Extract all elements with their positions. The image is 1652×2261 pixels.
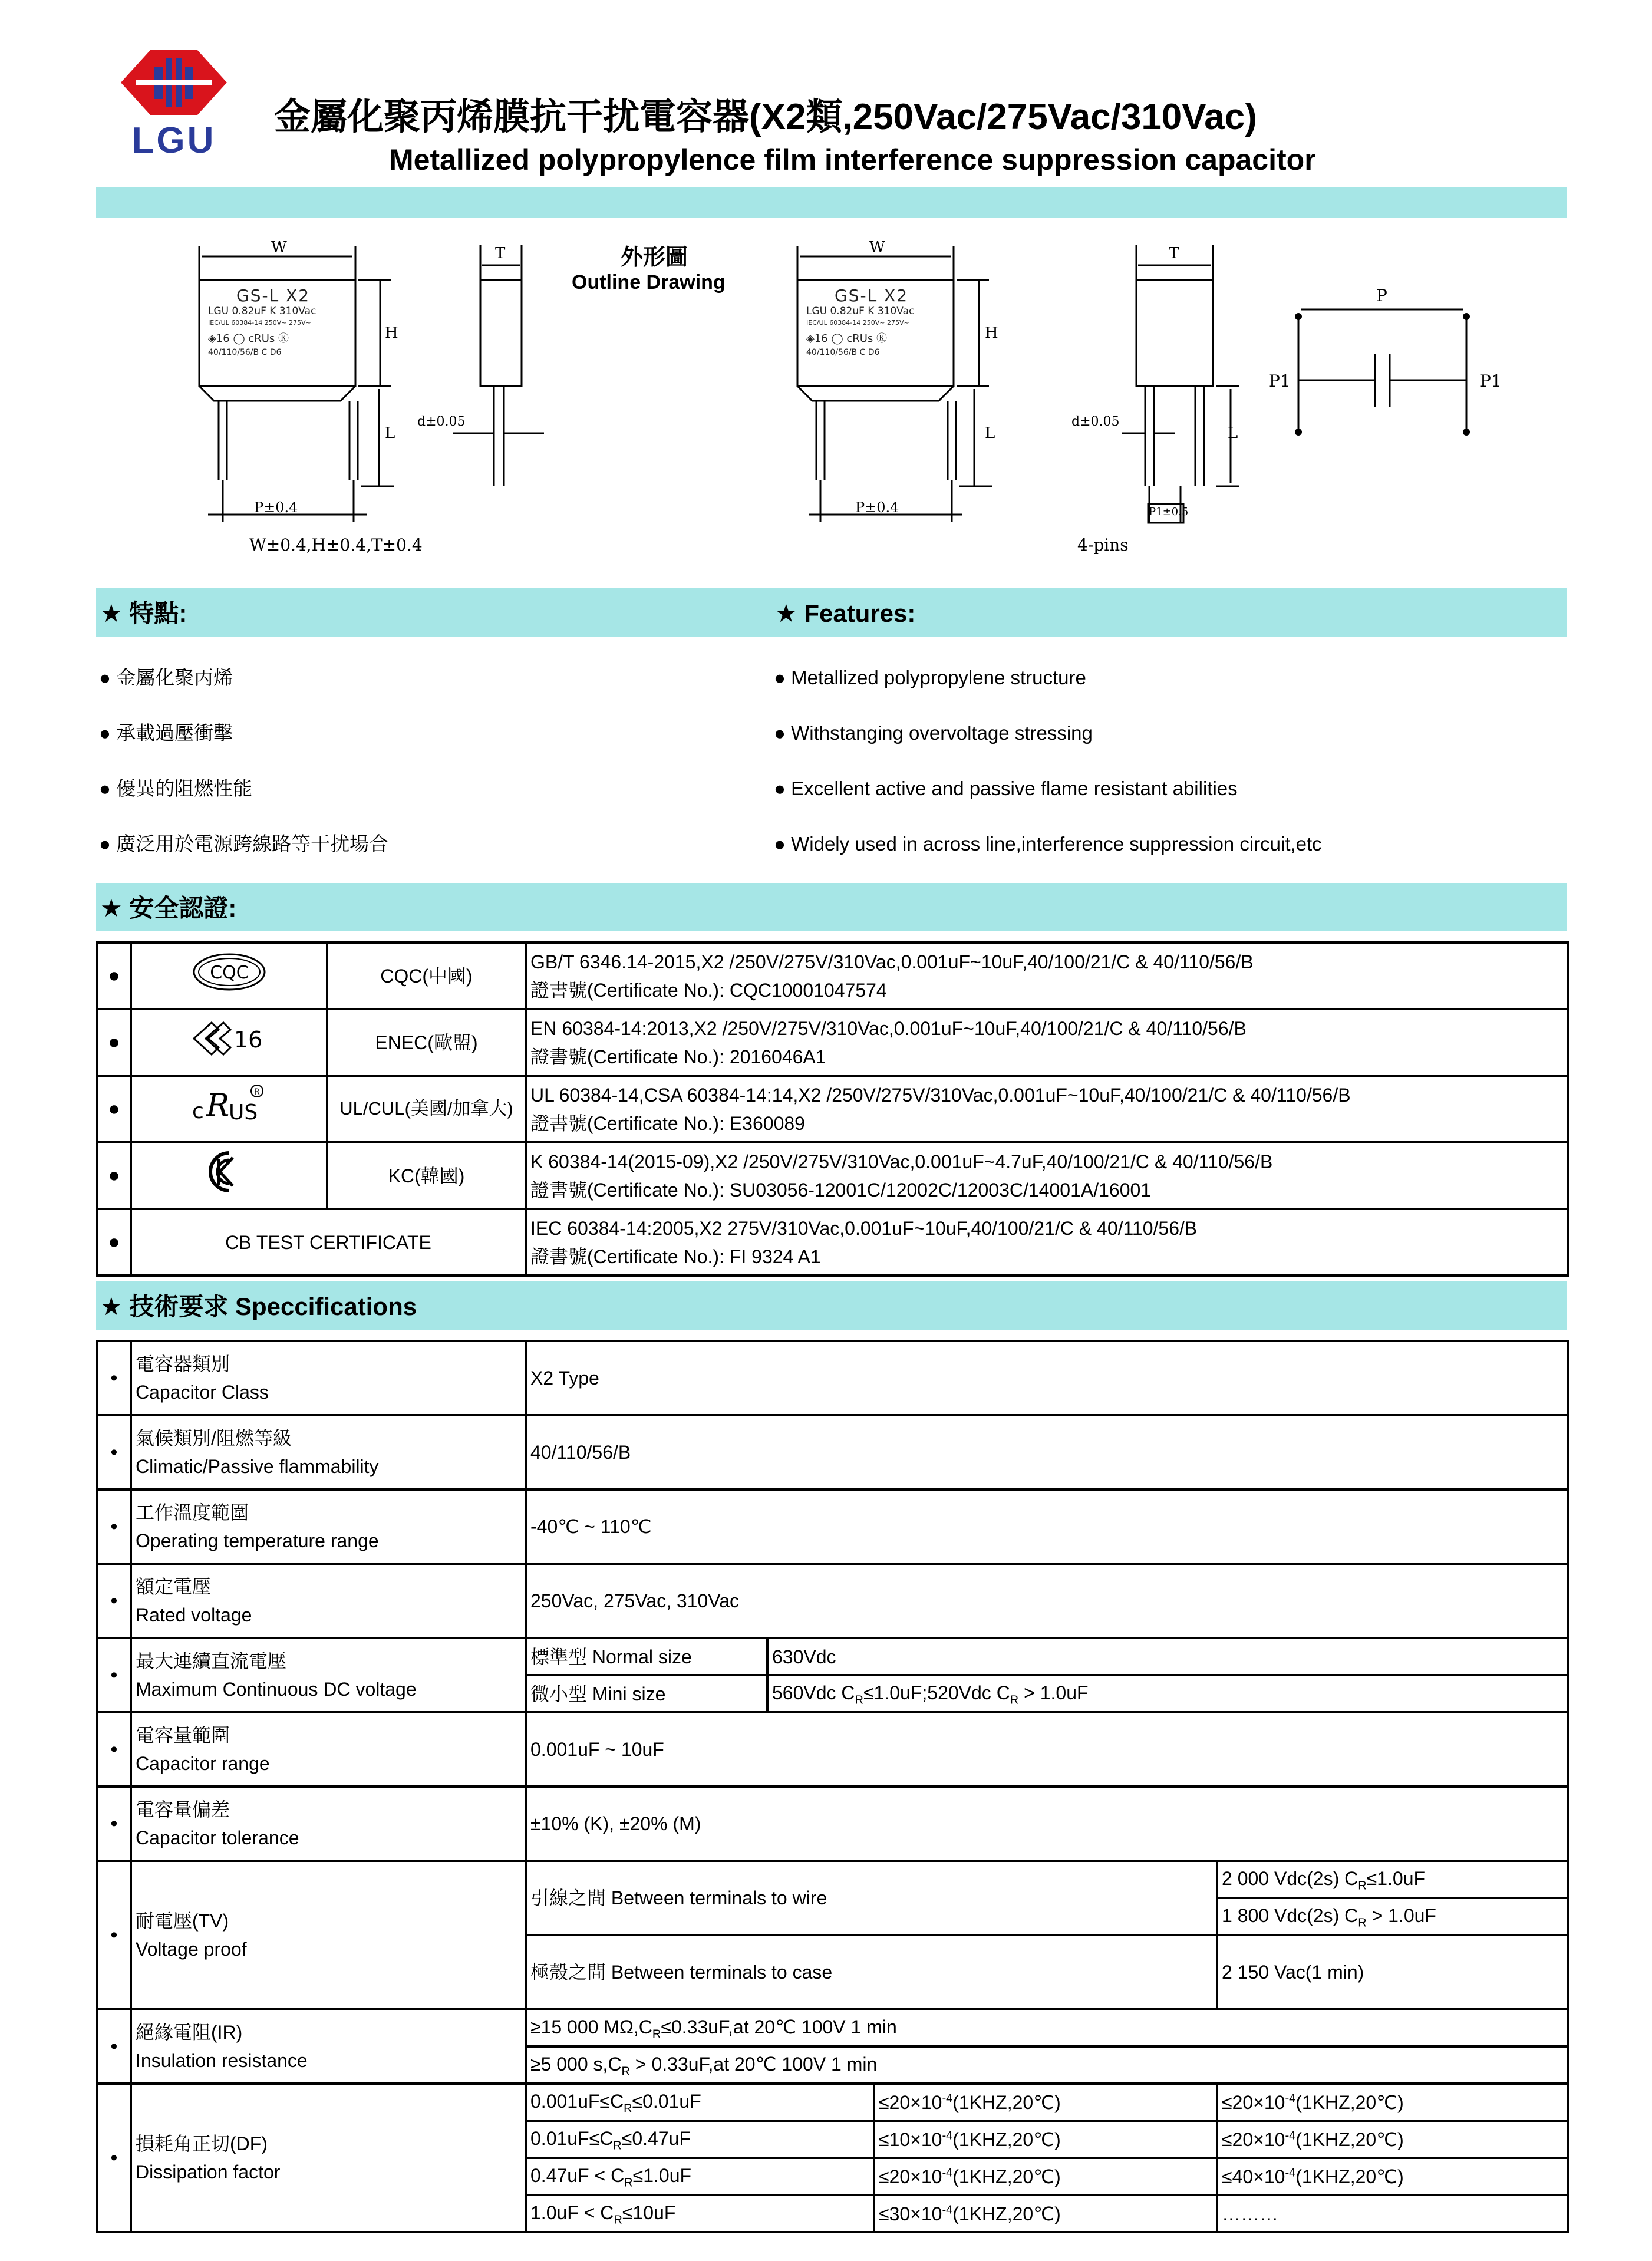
cert-name: KC(韓國) xyxy=(327,1142,526,1209)
cert-detail xyxy=(526,1076,1568,1142)
df-range: $0.47uF < C_R\le 1.0uF$ xyxy=(526,2158,874,2195)
cert-detail xyxy=(526,1209,1568,1275)
cap-marking-line1: GS-L X2 xyxy=(835,286,909,305)
dim-h-left: H xyxy=(385,324,398,342)
bullet: • xyxy=(97,1861,131,2009)
spec-label-cn: 氣候類別/阻燃等級 xyxy=(136,1428,292,1449)
dim-p-right: P±0.4 xyxy=(855,499,899,516)
feature-en-text: Widely used in across line,interference suppression circuit,etc xyxy=(791,833,1322,855)
safety-title: ★ 安全認證: xyxy=(100,894,237,922)
dim-t-right: T xyxy=(1169,245,1179,262)
feature-en-text: Metallized polypropylene structure xyxy=(791,667,1086,688)
spec-value: 40/110/56/B xyxy=(526,1415,1568,1489)
cert-name: ENEC(歐盟) xyxy=(327,1009,526,1076)
df-value-1: $\le 20\times 10^{-4}(1KHZ,20℃)$ xyxy=(874,2158,1217,2195)
spec-label xyxy=(131,1564,526,1638)
spec-row-temperature xyxy=(97,1489,1568,1564)
cap-marking-line2: LGU 0.82uF K 310Vac xyxy=(208,305,316,317)
cap-marking-line4: 40/110/56/B C D6 xyxy=(806,348,880,357)
spec-label-en: Operating temperature range xyxy=(136,1530,379,1551)
df-range: $0.001uF\le C_R\le 0.01uF$ xyxy=(526,2084,874,2121)
bullet: • xyxy=(97,1341,131,1415)
spec-row-dc-voltage xyxy=(97,1638,1568,1675)
feature-en-1: ● Metallized polypropylene structure xyxy=(774,667,1086,688)
spec-label xyxy=(131,1787,526,1861)
safety-row-cqc xyxy=(97,942,1568,1009)
spec-label-cn: 最大連續直流電壓 xyxy=(136,1650,287,1672)
outline-title-en: Outline Drawing xyxy=(572,271,726,294)
cert-name: CB TEST CERTIFICATE xyxy=(131,1209,526,1275)
dim-p1-tol: P1±0.5 xyxy=(1149,506,1189,518)
logo-text: LGU xyxy=(131,120,216,161)
cert-number: 證書號(Certificate No.): FI 9324 A1 xyxy=(530,1245,821,1267)
outline-drawing xyxy=(96,227,1567,581)
spec-value: 560Vdc $C_R\le 1.0uF;520Vdc$ $C_R > 1.0uF$ xyxy=(767,1675,1568,1712)
spec-value: -40℃ ~ 110℃ xyxy=(526,1489,1568,1564)
outline-title-cn: 外形圖 xyxy=(621,245,688,270)
dim-l-side: L xyxy=(1228,424,1238,442)
cap-marking-right xyxy=(806,286,948,357)
spec-label-cn: 絕緣電阻(IR) xyxy=(136,2022,243,2043)
spec-value: 2 000 Vdc(2s) $C_R\le 1.0uF$ xyxy=(1217,1861,1568,1898)
feature-en-text: Withstanging overvoltage stressing xyxy=(791,722,1093,744)
dim-t-left: T xyxy=(495,245,506,262)
feature-cn-1: ● 金屬化聚丙烯 xyxy=(99,667,233,688)
bullet: • xyxy=(97,1564,131,1638)
logo xyxy=(118,50,230,174)
spec-value: ≥5 000 $s,C_R > 0.33uF,at$ 20℃ 100V 1 min xyxy=(526,2046,1568,2084)
feature-cn-2: ● 承載過壓衝擊 xyxy=(99,722,233,744)
cert-standard: EN 60384-14:2013,X2 /250V/275V/310Vac,0.001uF~10uF,40/100/21/C & 40/110/56/B xyxy=(530,1017,1247,1039)
spec-row-insulation xyxy=(97,2009,1568,2046)
svg-text:R: R xyxy=(206,1088,229,1123)
df-value-2: ……… xyxy=(1217,2195,1568,2232)
cert-number: 證書號(Certificate No.): E360089 xyxy=(530,1112,805,1134)
spec-value: X2 Type xyxy=(526,1341,1568,1415)
spec-label-en: Capacitor range xyxy=(136,1753,270,1774)
df-range: $1.0uF < C_R\le 10uF$ xyxy=(526,2195,874,2232)
cap-cert-marks: ◈16 ◯ ᴄRUs Ⓚ xyxy=(806,332,888,345)
spec-row-dissipation xyxy=(97,2084,1568,2121)
spec-label xyxy=(131,1341,526,1415)
cap-cert-marks: ◈16 ◯ ᴄRUs Ⓚ xyxy=(208,332,289,345)
specs-table xyxy=(96,1340,1569,2233)
bullet: • xyxy=(97,2009,131,2084)
spec-row-rated-voltage xyxy=(97,1564,1568,1638)
spec-label xyxy=(131,1712,526,1787)
svg-text:R: R xyxy=(253,1087,260,1097)
spec-label-cn: 電容量範圍 xyxy=(136,1725,230,1746)
svg-text:US: US xyxy=(228,1100,258,1125)
df-value-2: $\le 20\times 10^{-4}(1KHZ,20℃)$ xyxy=(1217,2121,1568,2158)
bullet: • xyxy=(97,1712,131,1787)
feature-cn-text: 金屬化聚丙烯 xyxy=(116,667,233,688)
spec-sublabel: 微小型 Mini size xyxy=(526,1675,767,1712)
cert-name: CQC(中國) xyxy=(327,942,526,1009)
dim-l-right: L xyxy=(985,424,995,442)
df-value-2: $\le 20\times 10^{-4}(1KHZ,20℃)$ xyxy=(1217,2084,1568,2121)
spec-row-cap-range xyxy=(97,1712,1568,1787)
safety-row-enec xyxy=(97,1009,1568,1076)
spec-label xyxy=(131,1489,526,1564)
spec-row-climatic xyxy=(97,1415,1568,1489)
bullet: ● xyxy=(97,1009,131,1076)
cap-marking-line2: LGU 0.82uF K 310Vac xyxy=(806,305,915,317)
spec-label-en: Capacitor Class xyxy=(136,1382,269,1403)
spec-sublabel: 引線之間 Between terminals to wire xyxy=(526,1861,1217,1935)
spec-value: 250Vac, 275Vac, 310Vac xyxy=(526,1564,1568,1638)
cert-standard: UL 60384-14,CSA 60384-14:14,X2 /250V/275V/310Vac,0.001uF~10uF,40/100/21/C & 40/110/56/B xyxy=(530,1084,1351,1106)
spec-label-cn: 電容器類別 xyxy=(136,1353,230,1375)
spec-label xyxy=(131,1415,526,1489)
dim-p1-left: P1 xyxy=(1269,371,1291,391)
df-value-1: $\le 20\times 10^{-4}(1KHZ,20℃)$ xyxy=(874,2084,1217,2121)
bullet: • xyxy=(97,1489,131,1564)
specs-title: ★ 技術要求 Speccifications xyxy=(100,1293,417,1320)
spec-sublabel: 極殼之間 Between terminals to case xyxy=(526,1935,1217,2009)
safety-row-cb xyxy=(97,1209,1568,1275)
spec-value: ≥15 000 $M\Omega,C_R\le 0.33uF,at$ 20℃ 100V 1 min xyxy=(526,2009,1568,2046)
bullet: ● xyxy=(97,1142,131,1209)
page-title: 金屬化聚丙烯膜抗干扰電容器(X2類,250Vac/275Vac/310Vac) xyxy=(274,97,1257,137)
cert-detail xyxy=(526,942,1568,1009)
spec-label xyxy=(131,1638,526,1712)
dim-w-left: W xyxy=(271,239,287,256)
spec-row-tolerance xyxy=(97,1787,1568,1861)
safety-table xyxy=(96,941,1569,1277)
feature-cn-text: 優異的阻燃性能 xyxy=(116,777,253,799)
bullet: • xyxy=(97,2084,131,2232)
df-value-2: $\le 40\times 10^{-4}(1KHZ,20℃)$ xyxy=(1217,2158,1568,2195)
df-value-1: $\le 30\times 10^{-4}(1KHZ,20℃)$ xyxy=(874,2195,1217,2232)
safety-row-kc xyxy=(97,1142,1568,1209)
feature-en-4: ● Widely used in across line,interference suppression circuit,etc xyxy=(774,833,1322,855)
spec-label-cn: 電容量偏差 xyxy=(136,1799,230,1820)
spec-label xyxy=(131,2009,526,2084)
spec-row-class xyxy=(97,1341,1568,1415)
spec-value: 2 150 Vac(1 min) xyxy=(1217,1935,1568,2009)
bullet: • xyxy=(97,1787,131,1861)
header-band xyxy=(96,187,1567,218)
safety-band xyxy=(96,883,1567,931)
bullet: ● xyxy=(97,942,131,1009)
cert-number: 證書號(Certificate No.): SU03056-12001C/12002C/12003C/14001A/16001 xyxy=(530,1179,1152,1201)
feature-en-text: Excellent active and passive flame resistant abilities xyxy=(791,777,1238,799)
dim-d-right: d±0.05 xyxy=(1071,414,1120,429)
cqc-logo-icon xyxy=(131,942,327,1009)
svg-text:c: c xyxy=(192,1099,204,1123)
cert-standard: GB/T 6346.14-2015,X2 /250V/275V/310Vac,0.001uF~10uF,40/100/21/C & 40/110/56/B xyxy=(530,951,1254,973)
feature-cn-4: ● 廣泛用於電源跨線路等干扰場合 xyxy=(99,833,389,855)
spec-label xyxy=(131,1861,526,2009)
spec-sublabel: 標準型 Normal size xyxy=(526,1638,767,1675)
safety-row-ul xyxy=(97,1076,1568,1142)
feature-cn-text: 廣泛用於電源跨線路等干扰場合 xyxy=(116,833,389,855)
spec-label-en: Voltage proof xyxy=(136,1939,247,1960)
feature-en-2: ● Withstanging overvoltage stressing xyxy=(774,722,1093,744)
cert-detail xyxy=(526,1142,1568,1209)
cap-marking-line4: 40/110/56/B C D6 xyxy=(208,348,282,357)
spec-label-cn: 耐電壓(TV) xyxy=(136,1910,229,1932)
spec-label-en: Capacitor tolerance xyxy=(136,1827,299,1848)
cap-marking-line1: GS-L X2 xyxy=(236,286,311,305)
bullet: ● xyxy=(97,1076,131,1142)
cert-detail xyxy=(526,1009,1568,1076)
dim-h-right: H xyxy=(985,324,998,342)
spec-label-en: Climatic/Passive flammability xyxy=(136,1456,379,1477)
dim-l-left: L xyxy=(385,424,395,442)
kc-logo-icon xyxy=(131,1142,327,1209)
df-range: $0.01uF\le C_R\le 0.47uF$ xyxy=(526,2121,874,2158)
df-value-1: $\le 10\times 10^{-4}(1KHZ,20℃)$ xyxy=(874,2121,1217,2158)
cap-marking-left xyxy=(208,286,349,357)
spec-row-voltage-proof xyxy=(97,1861,1568,1898)
bullet: ● xyxy=(97,1209,131,1275)
feature-en-3: ● Excellent active and passive flame resistant abilities xyxy=(774,777,1238,799)
dim-p-left: P±0.4 xyxy=(254,499,298,516)
spec-label-cn: 工作溫度範圍 xyxy=(136,1502,249,1523)
spec-value: 1 800 Vdc(2s) $C_R > 1.0uF$ xyxy=(1217,1898,1568,1935)
dim-p1-right: P1 xyxy=(1480,371,1502,391)
svg-text:16: 16 xyxy=(233,1027,262,1053)
spec-value: ±10% (K), ±20% (M) xyxy=(526,1787,1568,1861)
cert-name: UL/CUL(美國/加拿大) xyxy=(327,1076,526,1142)
four-pins-label: 4-pins xyxy=(1077,535,1129,555)
svg-text:CQC: CQC xyxy=(209,963,249,983)
cert-number: 證書號(Certificate No.): CQC10001047574 xyxy=(530,979,887,1001)
spec-label-en: Insulation resistance xyxy=(136,2050,308,2071)
outline-drawing-svg xyxy=(96,227,1567,581)
cert-standard: IEC 60384-14:2005,X2 275V/310Vac,0.001uF~10uF,40/100/21/C & 40/110/56/B xyxy=(530,1217,1198,1239)
bullet: • xyxy=(97,1415,131,1489)
spec-label xyxy=(131,2084,526,2232)
features-title-cn: ★ 特點: xyxy=(100,599,187,627)
feature-cn-text: 承載過壓衝擊 xyxy=(116,722,233,744)
feature-cn-3: ● 優異的阻燃性能 xyxy=(99,777,253,799)
features-title-en: ★ Features: xyxy=(775,599,916,627)
cap-marking-line3: IEC/UL 60384-14 250V~ 275V~ xyxy=(208,319,311,327)
cert-standard: K 60384-14(2015-09),X2 /250V/275V/310Vac,0.001uF~4.7uF,40/100/21/C & 40/110/56/B xyxy=(530,1151,1273,1172)
spec-label-en: Maximum Continuous DC voltage xyxy=(136,1679,417,1700)
bullet: • xyxy=(97,1638,131,1712)
cert-number: 證書號(Certificate No.): 2016046A1 xyxy=(530,1046,826,1067)
enec-logo-icon xyxy=(131,1009,327,1076)
spec-label-en: Dissipation factor xyxy=(136,2161,281,2183)
dim-w-right: W xyxy=(869,239,885,256)
page-subtitle: Metallized polypropylence film interference suppression capacitor xyxy=(389,143,1316,176)
dim-p-circuit: P xyxy=(1376,286,1387,305)
spec-label-en: Rated voltage xyxy=(136,1604,252,1626)
tolerance-note: W±0.4,H±0.4,T±0.4 xyxy=(249,535,423,555)
spec-value: 0.001uF ~ 10uF xyxy=(526,1712,1568,1787)
dim-d-left: d±0.05 xyxy=(417,414,466,429)
spec-label-cn: 額定電壓 xyxy=(136,1576,212,1597)
spec-label-cn: 損耗角正切(DF) xyxy=(136,2133,268,2154)
cap-marking-line3: IEC/UL 60384-14 250V~ 275V~ xyxy=(806,319,909,327)
ul-logo-icon xyxy=(131,1076,327,1142)
spec-value: 630Vdc xyxy=(767,1638,1568,1675)
